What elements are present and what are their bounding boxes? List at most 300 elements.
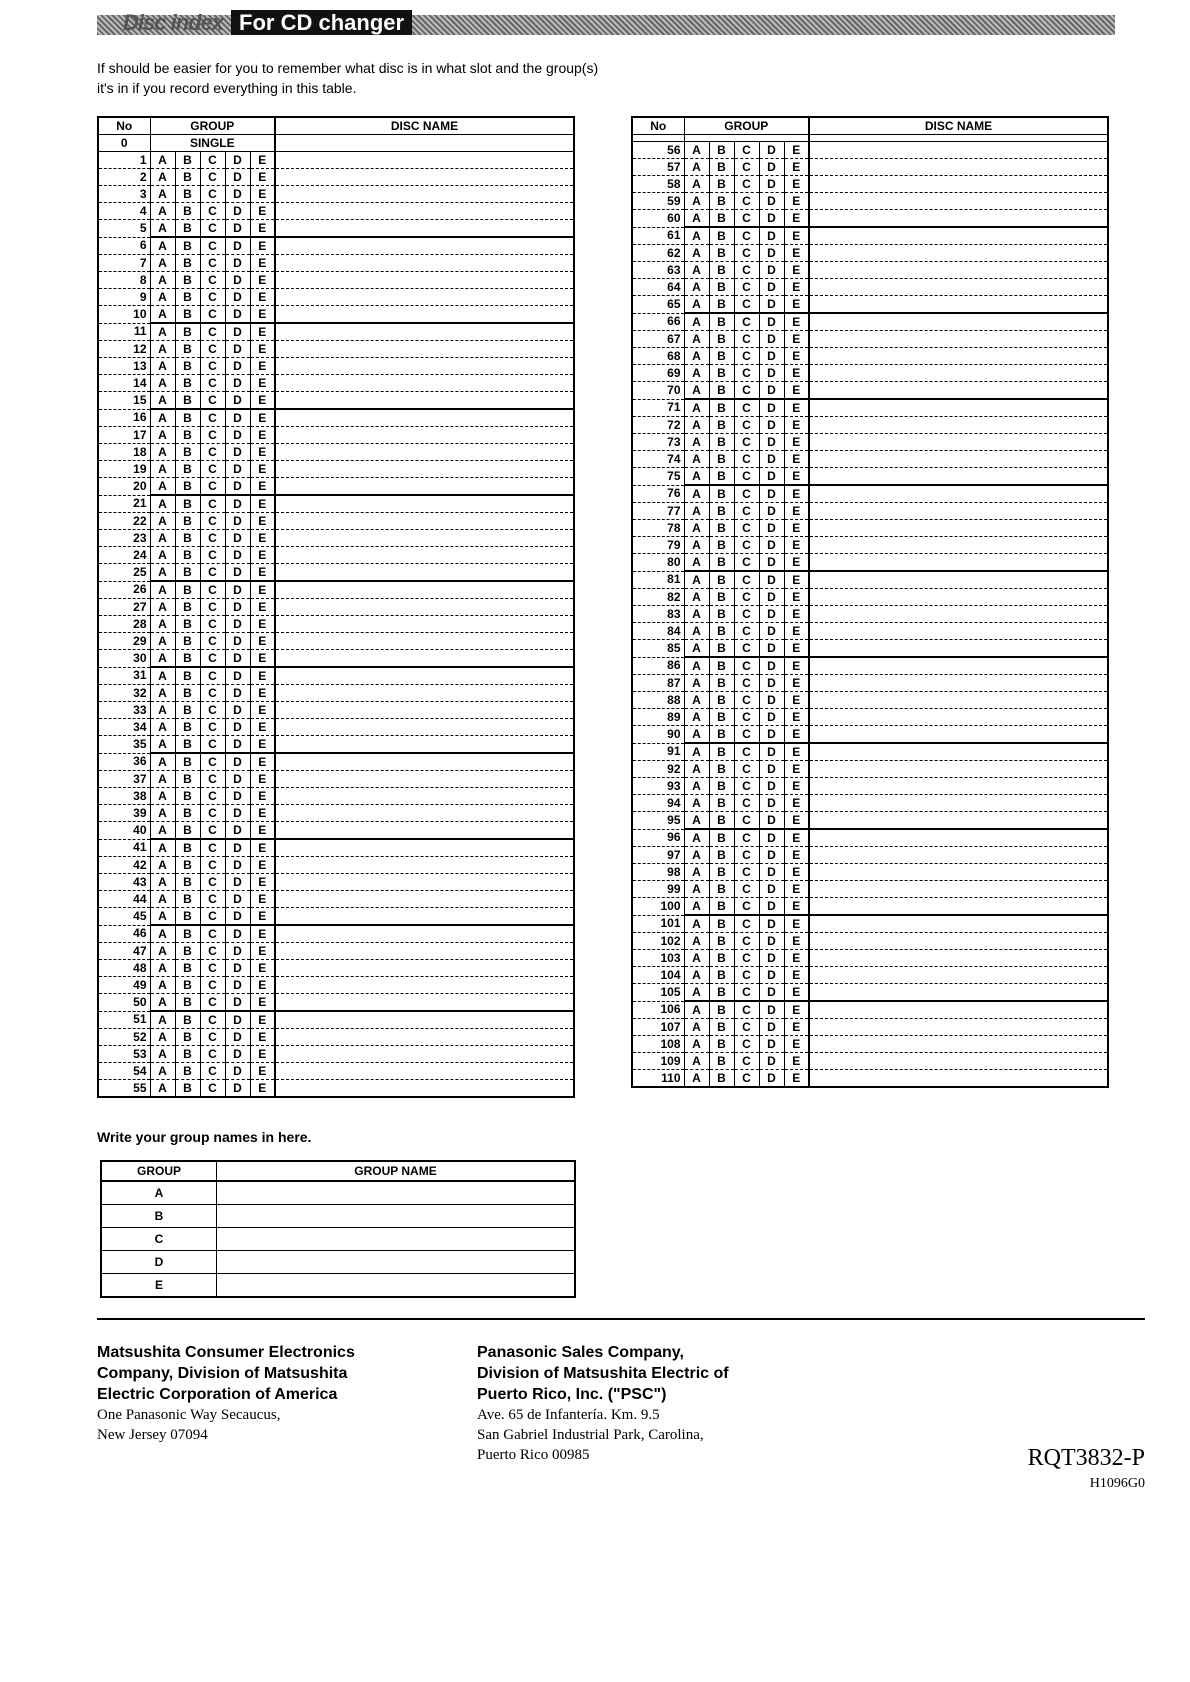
group-option-d[interactable]: D [759, 1019, 784, 1036]
group-option-e[interactable]: E [784, 193, 809, 210]
group-option-d[interactable]: D [759, 847, 784, 864]
group-option-e[interactable]: E [784, 847, 809, 864]
group-option-a[interactable]: A [684, 829, 709, 847]
group-option-c[interactable]: C [734, 245, 759, 262]
disc-name-cell[interactable] [809, 1001, 1108, 1019]
disc-name-cell[interactable] [275, 874, 574, 891]
group-option-a[interactable]: A [684, 382, 709, 400]
group-option-a[interactable]: A [684, 554, 709, 572]
group-option-e[interactable]: E [784, 313, 809, 331]
disc-name-cell[interactable] [809, 537, 1108, 554]
group-option-a[interactable]: A [150, 719, 175, 736]
group-option-e[interactable]: E [250, 1063, 275, 1080]
group-option-a[interactable]: A [684, 795, 709, 812]
group-option-e[interactable]: E [784, 1001, 809, 1019]
group-option-b[interactable]: B [175, 994, 200, 1012]
disc-name-cell[interactable] [275, 495, 574, 513]
group-option-e[interactable]: E [784, 210, 809, 228]
group-option-d[interactable]: D [225, 788, 250, 805]
disc-name-cell[interactable] [809, 864, 1108, 881]
group-option-a[interactable]: A [684, 142, 709, 159]
group-option-a[interactable]: A [150, 874, 175, 891]
group-option-e[interactable]: E [250, 461, 275, 478]
group-option-a[interactable]: A [684, 279, 709, 296]
group-option-e[interactable]: E [250, 152, 275, 169]
group-option-e[interactable]: E [784, 503, 809, 520]
disc-name-cell[interactable] [275, 1011, 574, 1029]
group-option-a[interactable]: A [684, 915, 709, 933]
group-option-d[interactable]: D [759, 933, 784, 950]
group-option-d[interactable]: D [759, 589, 784, 606]
group-option-d[interactable]: D [225, 513, 250, 530]
disc-name-cell[interactable] [809, 193, 1108, 210]
disc-name-cell[interactable] [275, 427, 574, 444]
group-option-e[interactable]: E [784, 898, 809, 916]
group-option-c[interactable]: C [734, 950, 759, 967]
disc-name-cell[interactable] [809, 142, 1108, 159]
group-option-c[interactable]: C [734, 262, 759, 279]
group-option-e[interactable]: E [784, 245, 809, 262]
group-option-d[interactable]: D [225, 564, 250, 582]
group-option-b[interactable]: B [175, 960, 200, 977]
group-option-d[interactable]: D [225, 685, 250, 702]
group-option-a[interactable]: A [150, 581, 175, 599]
group-option-d[interactable]: D [225, 805, 250, 822]
group-option-b[interactable]: B [709, 520, 734, 537]
group-option-d[interactable]: D [225, 667, 250, 685]
group-option-e[interactable]: E [784, 726, 809, 744]
group-option-a[interactable]: A [150, 822, 175, 840]
group-option-c[interactable]: C [200, 925, 225, 943]
group-option-a[interactable]: A [684, 434, 709, 451]
disc-name-cell[interactable] [275, 392, 574, 410]
group-option-a[interactable]: A [684, 898, 709, 916]
group-option-e[interactable]: E [784, 279, 809, 296]
group-option-d[interactable]: D [759, 778, 784, 795]
group-option-e[interactable]: E [784, 417, 809, 434]
group-option-c[interactable]: C [200, 994, 225, 1012]
group-option-e[interactable]: E [250, 478, 275, 496]
group-option-d[interactable]: D [759, 692, 784, 709]
group-option-a[interactable]: A [684, 159, 709, 176]
group-option-b[interactable]: B [709, 657, 734, 675]
group-option-e[interactable]: E [250, 409, 275, 427]
group-option-b[interactable]: B [175, 805, 200, 822]
group-option-a[interactable]: A [684, 589, 709, 606]
group-option-e[interactable]: E [784, 812, 809, 830]
disc-name-cell[interactable] [809, 399, 1108, 417]
group-option-e[interactable]: E [784, 967, 809, 984]
group-option-b[interactable]: B [709, 227, 734, 245]
group-option-a[interactable]: A [684, 417, 709, 434]
group-option-c[interactable]: C [200, 530, 225, 547]
group-option-c[interactable]: C [200, 289, 225, 306]
group-option-a[interactable]: A [150, 599, 175, 616]
group-option-b[interactable]: B [175, 427, 200, 444]
group-option-e[interactable]: E [784, 520, 809, 537]
group-option-d[interactable]: D [225, 409, 250, 427]
group-option-a[interactable]: A [150, 513, 175, 530]
group-option-e[interactable]: E [250, 513, 275, 530]
group-option-d[interactable]: D [759, 554, 784, 572]
group-option-c[interactable]: C [734, 829, 759, 847]
group-option-d[interactable]: D [759, 743, 784, 761]
group-option-b[interactable]: B [709, 571, 734, 589]
group-option-c[interactable]: C [200, 599, 225, 616]
group-option-b[interactable]: B [709, 795, 734, 812]
group-option-c[interactable]: C [200, 169, 225, 186]
group-option-e[interactable]: E [784, 1053, 809, 1070]
group-option-d[interactable]: D [225, 289, 250, 306]
group-option-e[interactable]: E [784, 589, 809, 606]
group-option-d[interactable]: D [225, 1063, 250, 1080]
group-option-c[interactable]: C [200, 478, 225, 496]
group-option-b[interactable]: B [175, 375, 200, 392]
group-option-d[interactable]: D [759, 726, 784, 744]
disc-name-cell[interactable] [275, 633, 574, 650]
disc-name-cell[interactable] [809, 554, 1108, 572]
disc-name-cell[interactable] [809, 915, 1108, 933]
group-option-d[interactable]: D [225, 822, 250, 840]
group-option-e[interactable]: E [250, 599, 275, 616]
group-option-a[interactable]: A [150, 530, 175, 547]
group-option-c[interactable]: C [200, 1029, 225, 1046]
group-option-c[interactable]: C [200, 736, 225, 754]
disc-name-cell[interactable] [275, 323, 574, 341]
group-option-e[interactable]: E [784, 365, 809, 382]
group-option-b[interactable]: B [709, 847, 734, 864]
group-option-e[interactable]: E [784, 761, 809, 778]
group-option-c[interactable]: C [200, 839, 225, 857]
group-option-b[interactable]: B [709, 554, 734, 572]
group-option-d[interactable]: D [759, 1070, 784, 1088]
group-option-d[interactable]: D [759, 795, 784, 812]
group-option-a[interactable]: A [684, 950, 709, 967]
group-option-c[interactable]: C [200, 581, 225, 599]
group-option-a[interactable]: A [150, 444, 175, 461]
group-option-b[interactable]: B [175, 822, 200, 840]
group-option-d[interactable]: D [225, 1011, 250, 1029]
disc-name-cell[interactable] [275, 650, 574, 668]
disc-name-cell[interactable] [809, 468, 1108, 486]
group-option-e[interactable]: E [784, 296, 809, 314]
disc-name-cell[interactable] [809, 847, 1108, 864]
group-option-c[interactable]: C [200, 495, 225, 513]
group-option-d[interactable]: D [759, 348, 784, 365]
group-option-b[interactable]: B [709, 623, 734, 640]
disc-name-cell[interactable] [809, 296, 1108, 314]
group-option-d[interactable]: D [225, 220, 250, 238]
group-option-a[interactable]: A [150, 152, 175, 169]
group-option-c[interactable]: C [200, 392, 225, 410]
group-option-b[interactable]: B [175, 581, 200, 599]
group-option-c[interactable]: C [200, 771, 225, 788]
group-option-b[interactable]: B [175, 203, 200, 220]
group-option-c[interactable]: C [200, 323, 225, 341]
group-option-c[interactable]: C [734, 675, 759, 692]
group-option-e[interactable]: E [250, 530, 275, 547]
group-option-c[interactable]: C [734, 657, 759, 675]
group-option-d[interactable]: D [225, 427, 250, 444]
group-option-e[interactable]: E [784, 778, 809, 795]
group-option-e[interactable]: E [250, 547, 275, 564]
group-option-b[interactable]: B [709, 984, 734, 1002]
group-option-b[interactable]: B [709, 692, 734, 709]
disc-name-cell[interactable] [275, 736, 574, 754]
disc-name-cell[interactable] [809, 692, 1108, 709]
group-option-c[interactable]: C [734, 571, 759, 589]
group-option-b[interactable]: B [709, 313, 734, 331]
group-option-c[interactable]: C [734, 933, 759, 950]
group-option-c[interactable]: C [734, 382, 759, 400]
group-option-b[interactable]: B [709, 761, 734, 778]
group-option-c[interactable]: C [734, 778, 759, 795]
group-option-c[interactable]: C [200, 891, 225, 908]
group-option-d[interactable]: D [759, 468, 784, 486]
group-option-a[interactable]: A [150, 220, 175, 238]
group-option-d[interactable]: D [225, 495, 250, 513]
group-option-c[interactable]: C [734, 898, 759, 916]
group-option-a[interactable]: A [150, 323, 175, 341]
disc-name-cell[interactable] [275, 186, 574, 203]
group-option-e[interactable]: E [784, 537, 809, 554]
group-option-d[interactable]: D [225, 891, 250, 908]
disc-name-cell[interactable] [809, 262, 1108, 279]
group-option-a[interactable]: A [684, 348, 709, 365]
disc-name-cell[interactable] [275, 220, 574, 238]
group-option-e[interactable]: E [250, 633, 275, 650]
group-option-e[interactable]: E [784, 554, 809, 572]
group-option-e[interactable]: E [784, 262, 809, 279]
group-option-a[interactable]: A [684, 692, 709, 709]
group-option-d[interactable]: D [759, 950, 784, 967]
group-option-e[interactable]: E [250, 839, 275, 857]
group-option-c[interactable]: C [734, 227, 759, 245]
group-option-d[interactable]: D [759, 159, 784, 176]
group-option-a[interactable]: A [684, 606, 709, 623]
group-option-b[interactable]: B [709, 262, 734, 279]
group-option-c[interactable]: C [734, 692, 759, 709]
disc-name-cell[interactable] [275, 771, 574, 788]
disc-name-cell[interactable] [275, 341, 574, 358]
group-option-e[interactable]: E [784, 176, 809, 193]
group-option-a[interactable]: A [684, 761, 709, 778]
group-option-e[interactable]: E [250, 1011, 275, 1029]
disc-name-cell[interactable] [275, 839, 574, 857]
group-option-e[interactable]: E [250, 977, 275, 994]
group-option-d[interactable]: D [225, 753, 250, 771]
disc-name-cell[interactable] [275, 908, 574, 926]
group-option-b[interactable]: B [709, 589, 734, 606]
group-option-b[interactable]: B [175, 513, 200, 530]
group-option-c[interactable]: C [200, 753, 225, 771]
disc-name-cell[interactable] [809, 623, 1108, 640]
disc-name-cell[interactable] [809, 382, 1108, 400]
disc-name-cell[interactable] [809, 640, 1108, 658]
group-option-a[interactable]: A [684, 365, 709, 382]
group-option-c[interactable]: C [200, 685, 225, 702]
group-option-e[interactable]: E [784, 950, 809, 967]
group-option-a[interactable]: A [684, 313, 709, 331]
group-option-d[interactable]: D [225, 461, 250, 478]
disc-name-cell[interactable] [809, 571, 1108, 589]
group-option-a[interactable]: A [150, 564, 175, 582]
group-option-a[interactable]: A [150, 702, 175, 719]
group-option-b[interactable]: B [709, 778, 734, 795]
group-option-c[interactable]: C [734, 399, 759, 417]
group-option-b[interactable]: B [709, 864, 734, 881]
group-option-c[interactable]: C [200, 409, 225, 427]
disc-name-cell[interactable] [275, 925, 574, 943]
group-option-c[interactable]: C [200, 152, 225, 169]
group-option-b[interactable]: B [175, 1011, 200, 1029]
group-option-d[interactable]: D [225, 392, 250, 410]
group-option-e[interactable]: E [250, 220, 275, 238]
group-option-a[interactable]: A [150, 616, 175, 633]
group-option-b[interactable]: B [175, 495, 200, 513]
group-option-b[interactable]: B [175, 237, 200, 255]
group-option-b[interactable]: B [175, 925, 200, 943]
group-option-a[interactable]: A [684, 726, 709, 744]
disc-name-cell[interactable] [275, 135, 574, 152]
group-option-b[interactable]: B [175, 272, 200, 289]
disc-name-cell[interactable] [809, 176, 1108, 193]
disc-name-cell[interactable] [275, 530, 574, 547]
group-option-b[interactable]: B [175, 444, 200, 461]
group-option-c[interactable]: C [200, 977, 225, 994]
disc-name-cell[interactable] [275, 788, 574, 805]
group-option-d[interactable]: D [225, 977, 250, 994]
group-option-c[interactable]: C [734, 881, 759, 898]
group-option-b[interactable]: B [175, 650, 200, 668]
group-option-c[interactable]: C [734, 606, 759, 623]
group-option-b[interactable]: B [175, 409, 200, 427]
disc-name-cell[interactable] [275, 375, 574, 392]
group-option-b[interactable]: B [175, 685, 200, 702]
group-option-c[interactable]: C [734, 176, 759, 193]
group-option-e[interactable]: E [250, 341, 275, 358]
group-option-a[interactable]: A [150, 358, 175, 375]
group-option-c[interactable]: C [734, 812, 759, 830]
disc-name-cell[interactable] [809, 829, 1108, 847]
group-option-b[interactable]: B [709, 176, 734, 193]
group-option-c[interactable]: C [200, 513, 225, 530]
group-option-b[interactable]: B [709, 537, 734, 554]
group-option-b[interactable]: B [175, 857, 200, 874]
group-option-b[interactable]: B [709, 348, 734, 365]
group-option-d[interactable]: D [225, 599, 250, 616]
group-option-b[interactable]: B [709, 485, 734, 503]
group-option-d[interactable]: D [225, 771, 250, 788]
group-option-a[interactable]: A [150, 289, 175, 306]
group-option-e[interactable]: E [250, 771, 275, 788]
disc-name-cell[interactable] [275, 685, 574, 702]
disc-name-cell[interactable] [809, 227, 1108, 245]
group-option-e[interactable]: E [250, 702, 275, 719]
group-option-e[interactable]: E [784, 1019, 809, 1036]
group-option-e[interactable]: E [784, 640, 809, 658]
group-option-a[interactable]: A [684, 881, 709, 898]
group-option-d[interactable]: D [225, 152, 250, 169]
group-option-e[interactable]: E [784, 933, 809, 950]
group-option-c[interactable]: C [200, 822, 225, 840]
group-option-e[interactable]: E [784, 142, 809, 159]
group-option-e[interactable]: E [250, 822, 275, 840]
group-option-c[interactable]: C [200, 255, 225, 272]
group-option-c[interactable]: C [200, 220, 225, 238]
group-option-a[interactable]: A [684, 451, 709, 468]
group-option-a[interactable]: A [150, 667, 175, 685]
group-option-b[interactable]: B [709, 812, 734, 830]
disc-name-cell[interactable] [809, 726, 1108, 744]
group-option-b[interactable]: B [175, 220, 200, 238]
group-option-d[interactable]: D [225, 203, 250, 220]
group-option-d[interactable]: D [759, 967, 784, 984]
group-option-e[interactable]: E [250, 323, 275, 341]
group-option-c[interactable]: C [734, 623, 759, 640]
group-option-a[interactable]: A [150, 375, 175, 392]
group-option-e[interactable]: E [250, 581, 275, 599]
group-option-d[interactable]: D [759, 537, 784, 554]
group-option-a[interactable]: A [150, 495, 175, 513]
group-option-e[interactable]: E [250, 667, 275, 685]
group-option-b[interactable]: B [175, 289, 200, 306]
group-option-a[interactable]: A [150, 891, 175, 908]
group-option-c[interactable]: C [734, 967, 759, 984]
disc-name-cell[interactable] [275, 581, 574, 599]
disc-name-cell[interactable] [275, 358, 574, 375]
group-option-e[interactable]: E [250, 874, 275, 891]
group-option-a[interactable]: A [150, 478, 175, 496]
group-option-e[interactable]: E [784, 1070, 809, 1088]
group-option-d[interactable]: D [759, 365, 784, 382]
disc-name-cell[interactable] [275, 461, 574, 478]
group-option-d[interactable]: D [759, 881, 784, 898]
disc-name-cell[interactable] [809, 950, 1108, 967]
group-option-e[interactable]: E [250, 891, 275, 908]
group-option-d[interactable]: D [759, 245, 784, 262]
disc-name-cell[interactable] [809, 417, 1108, 434]
group-option-b[interactable]: B [175, 341, 200, 358]
group-option-e[interactable]: E [250, 925, 275, 943]
disc-name-cell[interactable] [809, 709, 1108, 726]
group-option-d[interactable]: D [759, 657, 784, 675]
group-option-b[interactable]: B [709, 142, 734, 159]
group-option-c[interactable]: C [200, 272, 225, 289]
group-option-a[interactable]: A [150, 788, 175, 805]
disc-name-cell[interactable] [275, 564, 574, 582]
group-option-d[interactable]: D [225, 960, 250, 977]
group-option-a[interactable]: A [150, 341, 175, 358]
group-option-e[interactable]: E [784, 227, 809, 245]
group-option-c[interactable]: C [734, 142, 759, 159]
group-option-b[interactable]: B [175, 1080, 200, 1098]
group-option-c[interactable]: C [200, 805, 225, 822]
group-option-e[interactable]: E [784, 881, 809, 898]
group-option-e[interactable]: E [784, 382, 809, 400]
group-option-d[interactable]: D [759, 571, 784, 589]
group-option-a[interactable]: A [684, 485, 709, 503]
group-option-d[interactable]: D [225, 323, 250, 341]
group-option-b[interactable]: B [709, 210, 734, 228]
disc-name-cell[interactable] [809, 898, 1108, 916]
group-option-c[interactable]: C [200, 857, 225, 874]
group-option-b[interactable]: B [709, 193, 734, 210]
group-option-e[interactable]: E [250, 272, 275, 289]
group-option-a[interactable]: A [684, 176, 709, 193]
group-option-b[interactable]: B [709, 279, 734, 296]
group-option-d[interactable]: D [759, 606, 784, 623]
